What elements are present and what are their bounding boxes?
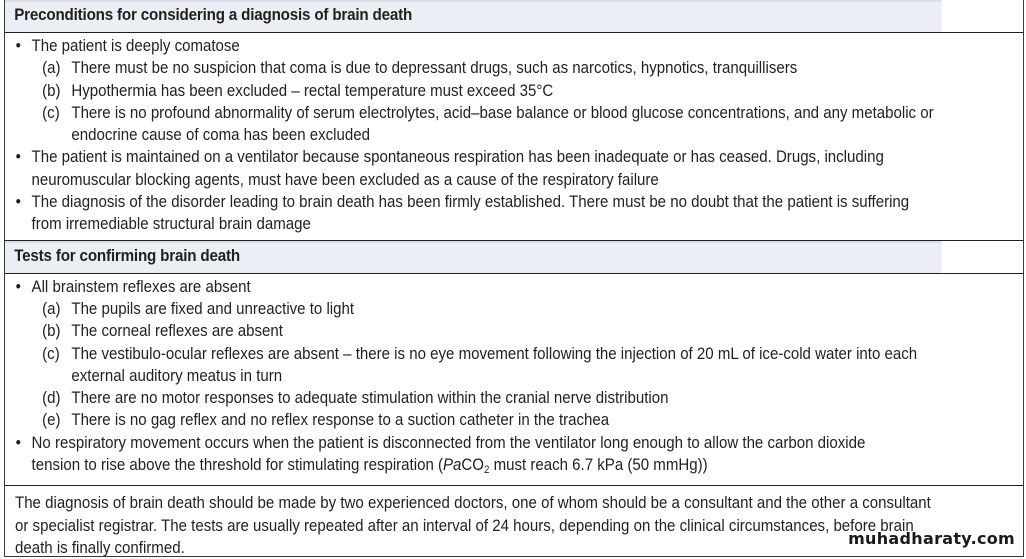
list-item: • The patient is maintained on a ventilator because spontaneous respiration has been inadequate or has ceased. Drugs, including (5, 146, 906, 168)
bullet-icon: • (15, 36, 21, 55)
list-item: • No respiratory movement occurs when the patient is disconnected from the ventilator long enough to allow the carbon dioxide (5, 432, 906, 454)
sub-item-label: (b) (42, 321, 61, 341)
footer-note (5, 486, 1023, 559)
list-item-continuation: tension to rise above the threshold for stimulating respiration (PaCO$_2$ must reach 6.7 kPa (50 mmHg)) (31, 455, 708, 477)
list-item-continuation: neuromuscular blocking agents, must have been excluded as a cause of the respiratory failure (31, 169, 659, 189)
footer-note-line: or specialist registrar. The tests are usually repeated after an interval of 24 hours, depending on the clinical circumstances, before brain (15, 515, 914, 535)
sub-list-item: (e) There is no gag reflex and no reflex response to a suction catheter in the trachea (5, 409, 906, 431)
sub-list-item: (b) Hypothermia has been excluded – rectal temperature must exceed 35°C (5, 80, 906, 102)
list-item: • All brainstem reflexes are absent (5, 276, 906, 298)
list-item: • The diagnosis of the disorder leading to brain death has been firmly established. There must be no doubt that the patient is suffering (5, 191, 906, 213)
sub-item-label: (c) (42, 102, 60, 122)
sub-item-label: (d) (42, 388, 61, 408)
footer-note-line: death is finally confirmed. (15, 537, 185, 557)
sub-item-label: (b) (42, 80, 61, 100)
section-title-preconditions: Preconditions for considering a diagnosis of brain death (5, 0, 942, 32)
tests-section (5, 274, 1023, 487)
watermark: muhadharaty.com (848, 529, 1015, 548)
footer-note-line: The diagnosis of brain death should be made by two experienced doctors, one of whom should be a consultant and the other a consultant (15, 493, 931, 513)
sub-list-item: (b) The corneal reflexes are absent (5, 320, 906, 342)
bullet-icon: • (15, 192, 21, 212)
sub-list-item: (c) There is no profound abnormality of serum electrolytes, acid–base balance or blood glucose concentrations, and any metabolic or (5, 102, 906, 124)
paco2-italic-prefix: Pa (443, 455, 462, 475)
sub-item-label: (e) (42, 410, 61, 430)
sub-list-item: (d) There are no motor responses to adequate stimulation within the cranial nerve distribution (5, 387, 906, 409)
section-title-tests: Tests for confirming brain death (5, 241, 942, 273)
list-item-continuation: from irremediable structural brain damage (31, 214, 311, 234)
bullet-icon: • (15, 147, 21, 167)
sub-item-label: (c) (42, 343, 60, 363)
preconditions-section (5, 33, 1023, 241)
sub-item-label: (a) (42, 58, 61, 78)
preconditions-header-band (5, 0, 1023, 33)
list-item: • The patient is deeply comatose (5, 35, 906, 57)
tests-header-band (5, 241, 1023, 274)
sub-list-item-continuation: external auditory meatus in turn (71, 365, 283, 385)
bullet-icon: • (15, 432, 21, 452)
subscript-2: 2 (483, 464, 490, 477)
sub-list-item: (a) The pupils are fixed and unreactive to light (5, 298, 906, 320)
sub-list-item-continuation: endocrine cause of coma has been excluded (71, 125, 370, 145)
sub-item-label: (a) (42, 298, 61, 318)
sub-list-item: (a) There must be no suspicion that coma is due to depressant drugs, such as narcotics, hypnotics, tranquillisers (5, 57, 906, 79)
bullet-icon: • (15, 276, 21, 296)
sub-list-item: (c) The vestibulo-ocular reflexes are absent – there is no eye movement following the injection of 20 mL of ice-cold water into each (5, 343, 906, 365)
brain-death-criteria-table (4, 0, 1024, 557)
